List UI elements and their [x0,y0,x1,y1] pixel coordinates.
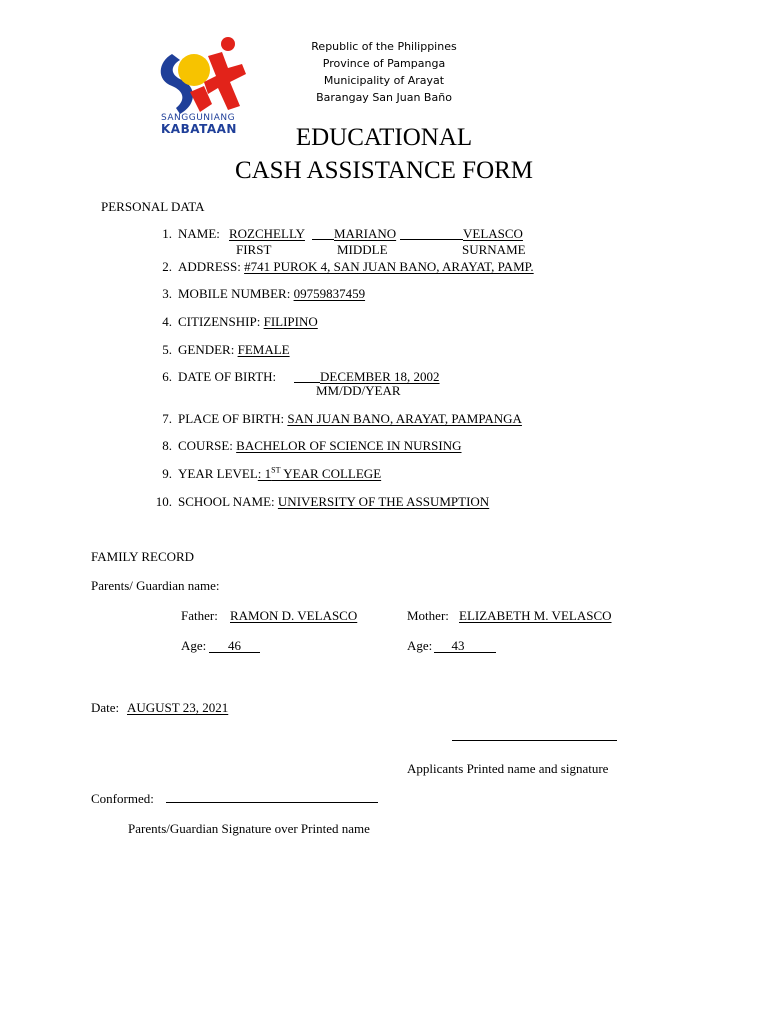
mother-name-value: ELIZABETH M. VELASCO [459,608,612,623]
header-line-province: Province of Pampanga [322,57,446,70]
field-address: 2. ADDRESS: #741 PUROK 4, SAN JUAN BANO, ARAYAT, PAMP. [162,259,534,274]
name-sub-first: FIRST [236,242,272,257]
dob-value: DECEMBER 18, 2002 [320,369,440,384]
father-label: Father: [181,608,218,623]
field-gender: 5. GENDER: FEMALE [162,342,290,357]
dob-underline-lead [294,369,320,383]
form-title-line2: CASH ASSISTANCE FORM [234,157,534,184]
father-age-field [209,638,260,653]
header-line-municipality: Municipality of Arayat [323,74,445,87]
section-family-record: FAMILY RECORD [91,549,195,564]
field-mobile-number: 3. MOBILE NUMBER: 09759837459 [162,286,366,301]
mother-age-field [434,638,496,653]
father-age-label: Age: [181,638,207,653]
gender-value: FEMALE [237,342,290,357]
date-value: AUGUST 23, 2021 [127,700,229,715]
logo-label-top: SANGGUNIANG [161,113,236,123]
mobile-number-value: 09759837459 [293,286,366,301]
applicant-signature-line [452,740,617,741]
name-middle-value: MARIANO [334,226,397,241]
conformed-label: Conformed: [91,791,154,806]
header-line-barangay: Barangay San Juan Baño [316,91,452,104]
father-age-value: 46 [228,638,241,653]
place-of-birth-value: SAN JUAN BANO, ARAYAT, PAMPANGA [287,411,522,426]
field-year-level: 9. YEAR LEVEL: 1ST YEAR COLLEGE [162,465,382,481]
mother-age-label: Age: [407,638,433,653]
guardian-name-label: Parents/ Guardian name: [91,578,220,593]
dob-hint: MM/DD/YEAR [316,383,401,398]
field-name: 1. NAME: [162,226,220,241]
name-first-value: ROZCHELLY [229,226,305,241]
field-date-of-birth: 6. DATE OF BIRTH: [162,369,277,384]
section-personal-data: PERSONAL DATA [101,199,205,214]
field-school-name: 10. SCHOOL NAME: UNIVERSITY OF THE ASSUMPTION [155,494,490,509]
address-value: #741 PUROK 4, SAN JUAN BANO, ARAYAT, PAMP. [244,259,534,274]
field-course: 8. COURSE: BACHELOR OF SCIENCE IN NURSING [162,438,462,453]
name-sub-surname: SURNAME [462,242,526,257]
mother-age-value: 43 [451,638,465,653]
date-label: Date: [91,700,120,715]
school-name-value: UNIVERSITY OF THE ASSUMPTION [277,494,490,509]
field-citizenship: 4. CITIZENSHIP: FILIPINO [162,314,318,329]
header-line-republic: Republic of the Philippines [311,40,457,53]
father-name-value: RAMON D. VELASCO [230,608,358,623]
form-title-line1: EDUCATIONAL [295,124,473,151]
guardian-signature-caption: Parents/Guardian Signature over Printed name [128,821,370,836]
name-sub-middle: MIDDLE [337,242,388,257]
field-place-of-birth: 7. PLACE OF BIRTH: SAN JUAN BANO, ARAYAT, PAMPANGA [162,411,522,426]
conformed-signature-line [166,802,378,803]
applicant-signature-caption: Applicants Printed name and signature [407,761,609,776]
name-spacer-1 [312,226,334,240]
name-surname-value: VELASCO [463,226,523,241]
name-spacer-2 [400,226,463,240]
logo-label-bottom: KABATAAN [161,122,237,136]
year-level-value: : 1ST YEAR COLLEGE [257,465,382,481]
citizenship-value: FILIPINO [263,314,318,329]
course-value: BACHELOR OF SCIENCE IN NURSING [236,438,462,453]
mother-label: Mother: [407,608,449,623]
